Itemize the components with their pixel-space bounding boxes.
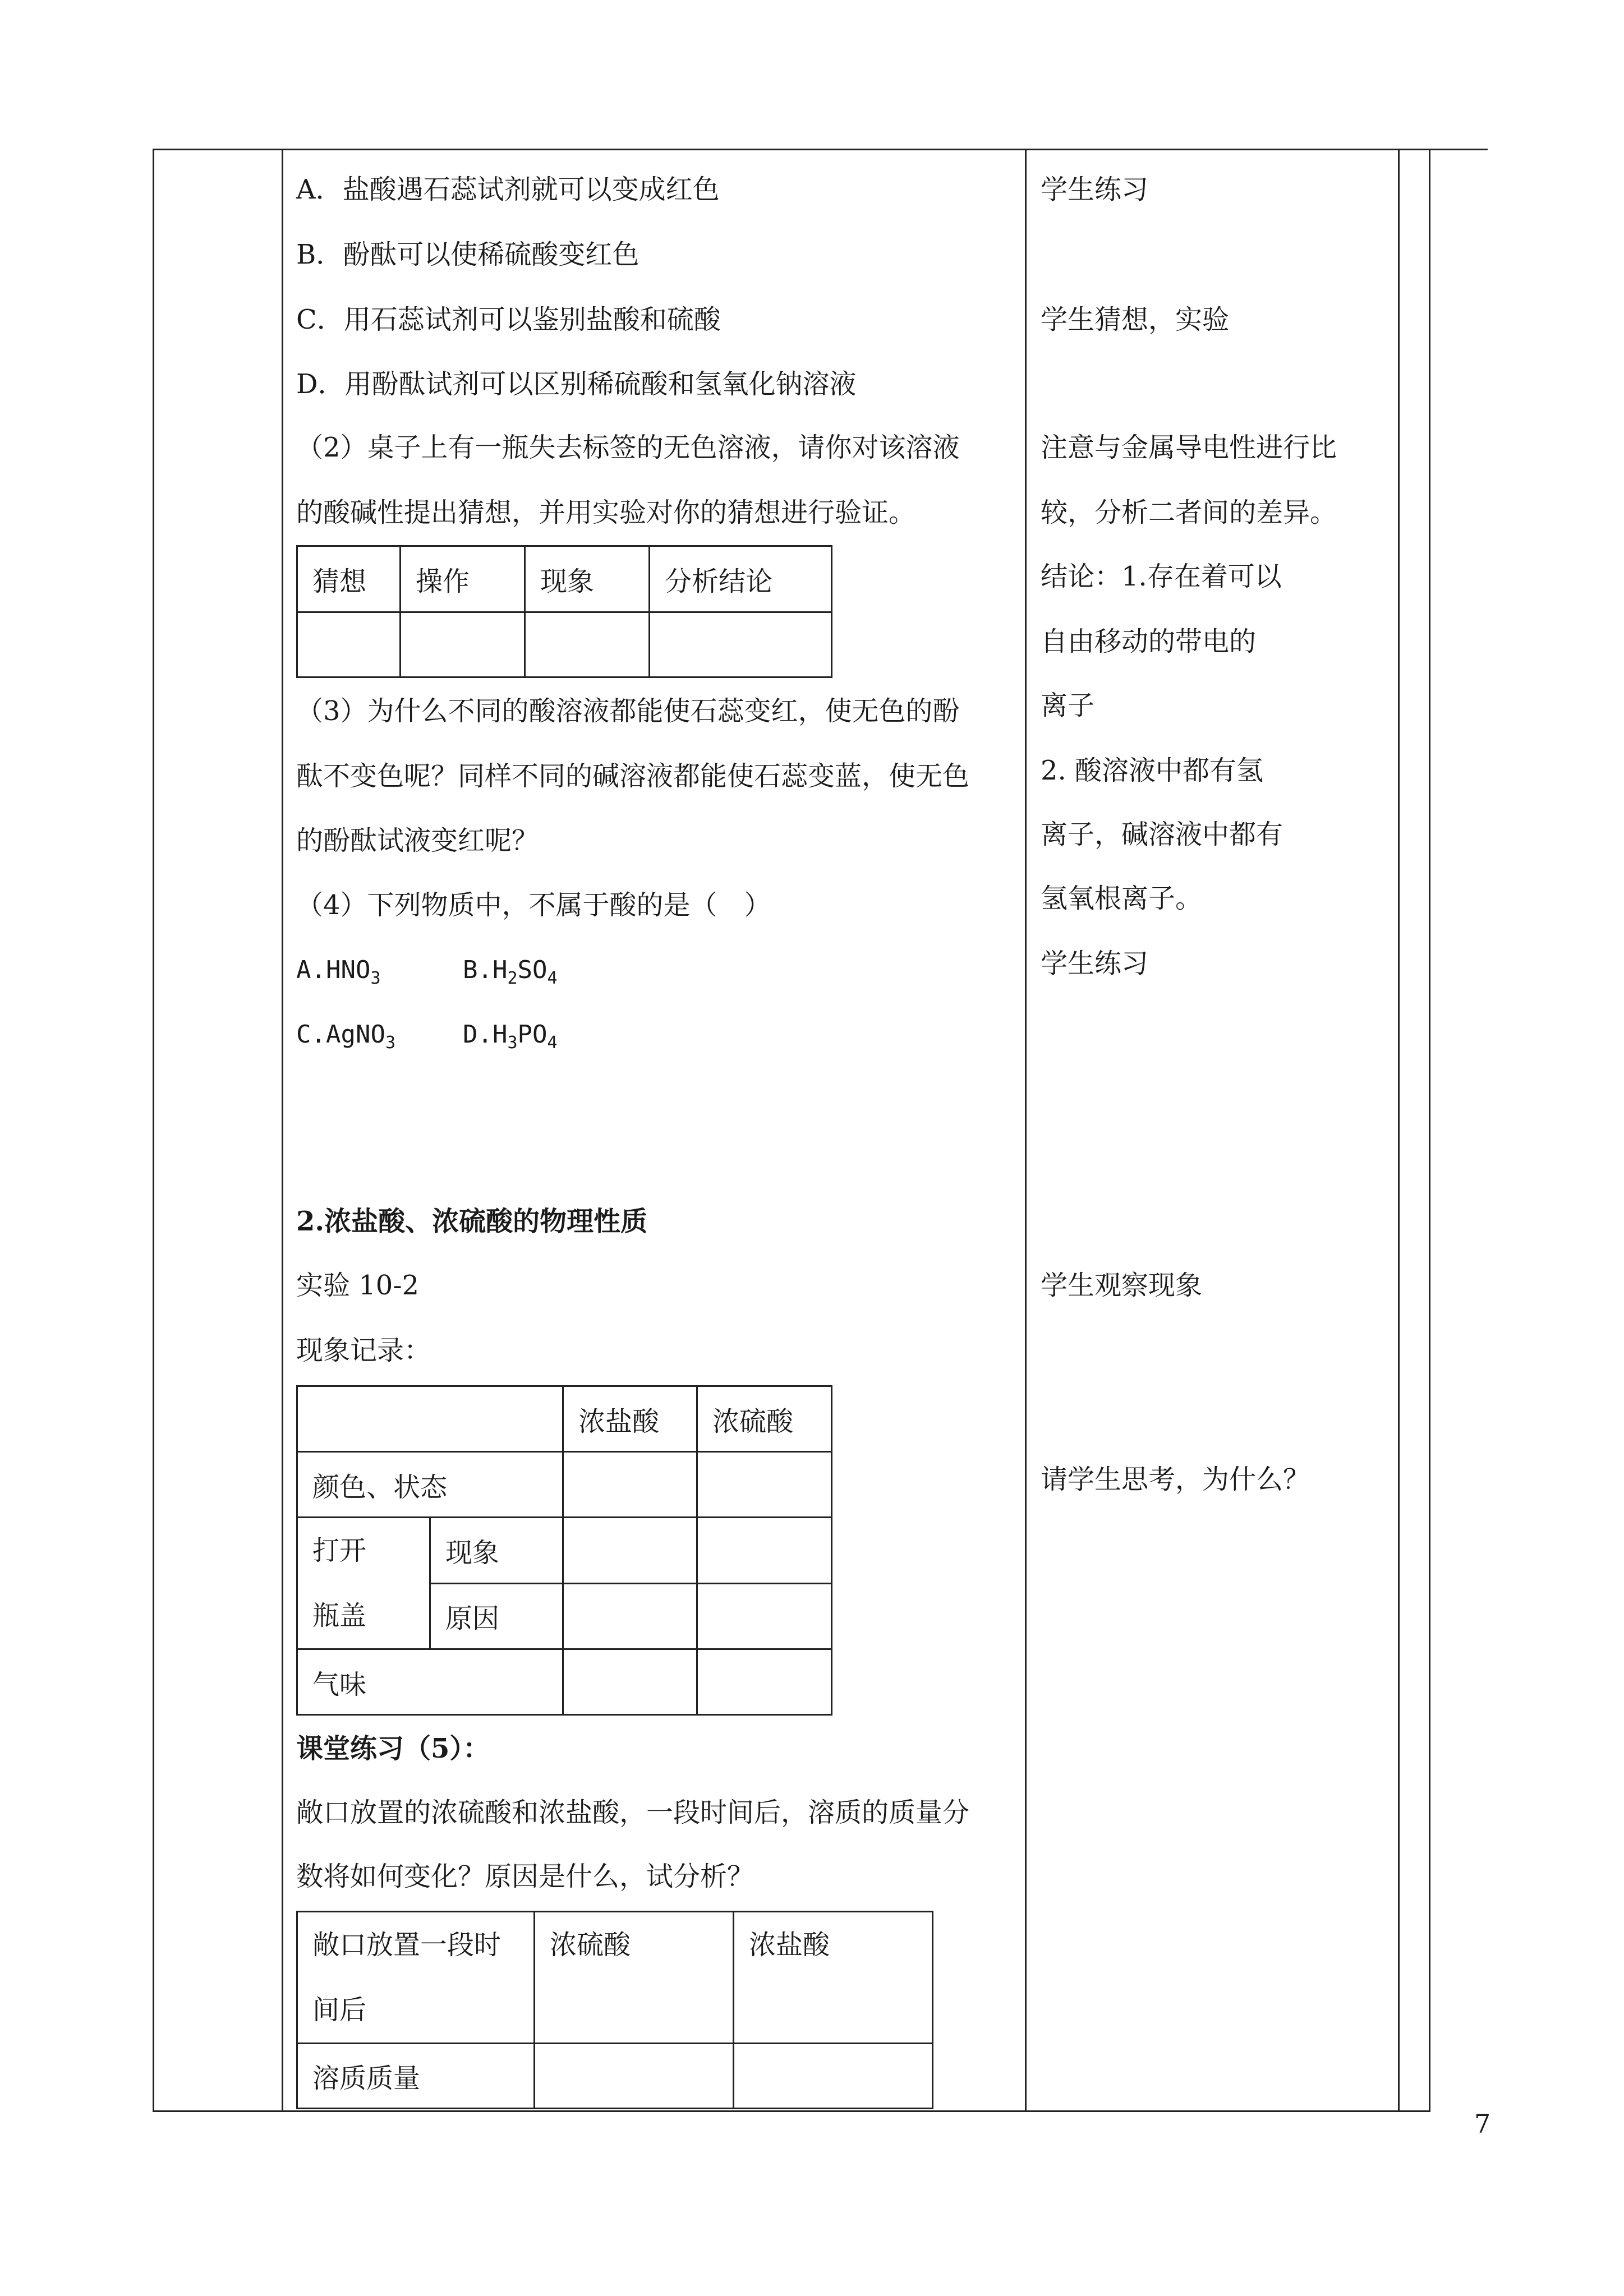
note-conclusion-line-1: 结论：1.存在着可以 [1041,561,1282,592]
phenomenon-cell [525,612,650,677]
sub-row-phenomenon: 现象 [430,1518,563,1584]
column-divider-1 [282,149,283,2110]
q1-option-d: D．用酚酞试剂可以区别稀硫酸和氢氧化钠溶液 [296,368,857,400]
q4-question: （4）下列物质中，不属于酸的是（ ） [296,889,771,921]
note-conclusion-line-5: 离子，碱溶液中都有 [1041,819,1283,850]
q1-option-c: C．用石蕊试剂可以鉴别盐酸和硫酸 [296,304,721,335]
q1-option-a: A．盐酸遇石蕊试剂就可以变成红色 [296,174,720,205]
q4-option-c: C.AgNO$_3$ [296,1020,396,1053]
note-conclusion-line-2: 自由移动的带电的 [1041,626,1257,657]
column-divider-3 [1398,149,1400,2110]
guess-header: 猜想 [297,546,401,612]
exercise-hcl-header: 浓盐酸 [734,1912,933,2044]
row-open-cap [297,1518,430,1649]
solute-mass-label: 溶质质量 [297,2044,535,2109]
exercise-table [296,1911,933,2109]
exercise-table-row-label [297,1912,535,2044]
experiment-label: 实验 10-2 [296,1270,420,1301]
section-2-title: 2.浓盐酸、浓硫酸的物理性质 [296,1206,648,1237]
operation-cell [401,612,525,677]
solute-mass-h2so4-cell [535,2044,734,2109]
note-student-guess: 学生猜想，实验 [1041,304,1230,335]
q3-line-3: 的酚酞试液变红呢？ [296,825,539,856]
table-bottom-border [153,2110,1430,2112]
smell-h2so4-cell [697,1649,832,1715]
sub-row-reason: 原因 [430,1583,563,1649]
phenomenon-header: 现象 [525,546,650,612]
exercise-table-row-label-line1: 敞口放置一段时 [312,1929,502,1961]
page-number: 7 [1474,2109,1491,2139]
q3-line-2: 酞不变色呢？同样不同的碱溶液都能使石蕊变蓝，使无色 [296,760,970,792]
column-divider-2 [1025,149,1027,2110]
note-compare-line-1: 注意与金属导电性进行比 [1041,432,1337,463]
note-student-practice-1: 学生练习 [1041,174,1149,205]
exercise-line-2: 数将如何变化？原因是什么，试分析？ [296,1861,755,1892]
color-h2so4-cell [697,1452,832,1518]
row-smell: 气味 [297,1649,563,1715]
q3-line-1: （3）为什么不同的酸溶液都能使石蕊变红，使无色的酚 [296,695,960,727]
q1-option-b: B．酚酞可以使稀硫酸变红色 [296,239,640,270]
q2-line-2: 的酸碱性提出猜想，并用实验对你的猜想进行验证。 [296,497,916,528]
record-label: 现象记录： [296,1335,431,1366]
exercise-h2so4-header: 浓硫酸 [535,1912,734,2044]
note-conclusion-line-6: 氢氧根离子。 [1041,883,1203,914]
phenomenon-record-table [296,1385,832,1716]
solute-mass-hcl-cell [734,2044,933,2109]
row-color-state: 颜色、状态 [297,1452,563,1518]
exercise-table-row-label-line2: 间后 [312,1994,367,2026]
phenomenon-h2so4-cell [697,1518,832,1584]
reason-h2so4-cell [697,1583,832,1649]
phenomenon-hcl-cell [563,1518,697,1584]
guess-cell [297,612,401,677]
conc-h2so4-header: 浓硫酸 [697,1386,832,1452]
note-observe: 学生观察现象 [1041,1270,1203,1301]
color-hcl-cell [563,1452,697,1518]
note-think-why: 请学生思考，为什么？ [1041,1464,1310,1495]
q4-option-a: $A.HNO_3$ [296,956,381,988]
note-conclusion-line-3: 离子 [1041,690,1095,721]
conclusion-header: 分析结论 [650,546,832,612]
note-compare-line-2: 较，分析二者间的差异。 [1041,497,1337,528]
table2-corner-cell [297,1386,563,1452]
operation-header: 操作 [401,546,525,612]
note-conclusion-line-4: 2. 酸溶液中都有氢 [1041,755,1264,786]
q2-line-1: （2）桌子上有一瓶失去标签的无色溶液，请你对该溶液 [296,432,960,463]
exercise-line-1: 敞口放置的浓硫酸和浓盐酸，一段时间后，溶质的质量分 [296,1797,970,1828]
row-open-cap-line2: 瓶盖 [312,1600,367,1631]
reason-hcl-cell [563,1583,697,1649]
header-rule [153,149,1488,150]
smell-hcl-cell [563,1649,697,1715]
row-open-cap-line1: 打开 [312,1535,367,1566]
note-student-practice-2: 学生练习 [1041,948,1149,979]
conc-hcl-header: 浓盐酸 [563,1386,697,1452]
q4-option-d: $D.H_3PO_4$ [463,1020,558,1053]
q4-option-b: $B.H_2SO_4$ [463,956,558,988]
outer-border-left [153,149,154,2110]
conclusion-cell [650,612,832,677]
guess-table [296,545,832,678]
exercise-title: 课堂练习（5）： [296,1733,490,1764]
outer-border-right [1429,149,1430,2110]
